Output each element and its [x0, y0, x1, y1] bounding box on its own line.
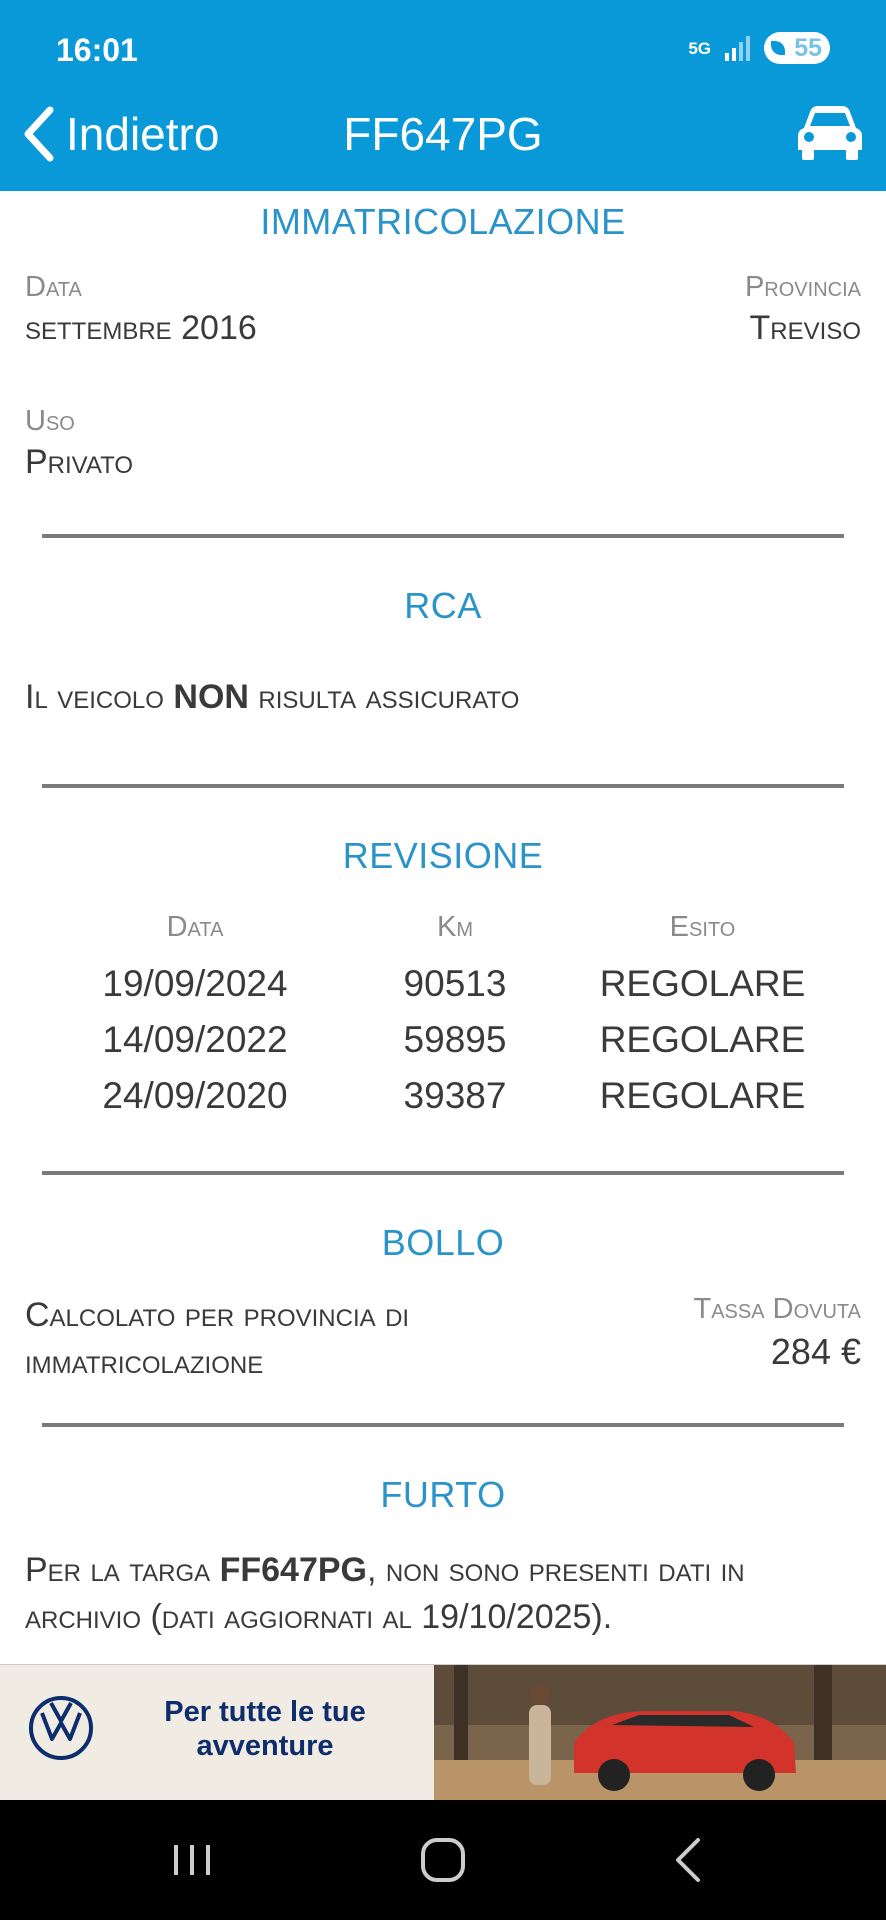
recent-apps-button[interactable]	[152, 1830, 232, 1890]
data-label: Data	[25, 271, 82, 303]
battery-icon	[764, 32, 830, 64]
furto-text	[25, 1547, 861, 1641]
section-title-bollo: BOLLO	[381, 1222, 505, 1263]
home-button[interactable]	[403, 1830, 483, 1890]
section-title-revisione: REVISIONE	[342, 835, 544, 876]
back-icon	[648, 1830, 728, 1890]
divider	[42, 784, 844, 788]
provincia-label: Provincia	[744, 271, 861, 303]
tassa-label: Tassa Dovuta	[693, 1293, 861, 1325]
revision-km: 39387	[403, 1075, 507, 1116]
vw-logo-icon	[28, 1695, 94, 1761]
rca-text-bold: NON	[173, 678, 249, 716]
rca-status-text	[25, 674, 861, 721]
revision-date: 19/09/2024	[102, 963, 288, 1004]
uso-label: Uso	[25, 405, 75, 437]
network-type: 5G	[688, 38, 711, 58]
bollo-description: Calcolato per provincia di immatricolazione	[25, 1296, 410, 1381]
column-header-esito: Esito	[669, 911, 736, 943]
battery-level: 55	[794, 33, 822, 62]
car-button[interactable]	[796, 104, 864, 164]
rca-text-end: risulta assicurato	[248, 678, 520, 716]
revision-result: REGOLARE	[599, 1019, 806, 1060]
status-time: 16:01	[56, 32, 138, 68]
column-header-data: Data	[166, 911, 224, 943]
signal-icon	[725, 35, 750, 61]
table-row	[0, 1019, 886, 1075]
ad-headline: Per tutte le tue avventure	[164, 1696, 366, 1762]
ad-banner[interactable]	[0, 1664, 886, 1800]
data-value: settembre 2016	[25, 309, 257, 347]
revision-result: REGOLARE	[599, 1075, 806, 1116]
system-nav-bar	[0, 1800, 886, 1920]
revision-km: 59895	[403, 1019, 507, 1060]
furto-text-start: Per la targa	[25, 1551, 220, 1589]
status-bar	[0, 0, 886, 100]
provincia-value: Treviso	[749, 309, 861, 347]
uso-value: Privato	[25, 443, 134, 481]
back-button[interactable]	[20, 104, 219, 164]
divider	[42, 1423, 844, 1427]
table-header	[0, 911, 886, 963]
furto-text-bold: FF647PG	[219, 1551, 367, 1589]
section-title-immatricolazione: IMMATRICOLAZIONE	[260, 201, 626, 242]
vehicle-details	[0, 191, 886, 1664]
tassa-value: 284 €	[770, 1331, 861, 1372]
ad-photo	[434, 1665, 886, 1801]
revision-result: REGOLARE	[599, 963, 806, 1004]
table-row	[0, 1075, 886, 1131]
section-title-furto: FURTO	[380, 1474, 506, 1515]
car-icon	[796, 104, 864, 164]
column-header-km: Km	[436, 911, 473, 943]
recent-apps-icon	[152, 1830, 232, 1890]
home-icon	[403, 1830, 483, 1890]
revision-km: 90513	[403, 963, 507, 1004]
page-title: FF647PG	[343, 108, 543, 160]
app-header	[0, 0, 886, 191]
back-label: Indietro	[66, 108, 220, 160]
divider	[42, 534, 844, 538]
section-title-rca: RCA	[404, 585, 482, 626]
rca-text-start: Il veicolo	[25, 678, 174, 716]
chevron-left-icon	[20, 106, 56, 162]
status-icons	[688, 32, 830, 64]
table-row	[0, 963, 886, 1019]
revisione-table	[0, 911, 886, 1131]
revision-date: 14/09/2022	[102, 1019, 288, 1060]
system-back-button[interactable]	[648, 1830, 728, 1890]
divider	[42, 1171, 844, 1175]
revision-date: 24/09/2020	[102, 1075, 288, 1116]
furto-text-end: , non sono presenti dati in archivio (dati aggiornati al 19/10/2025).	[25, 1551, 745, 1636]
